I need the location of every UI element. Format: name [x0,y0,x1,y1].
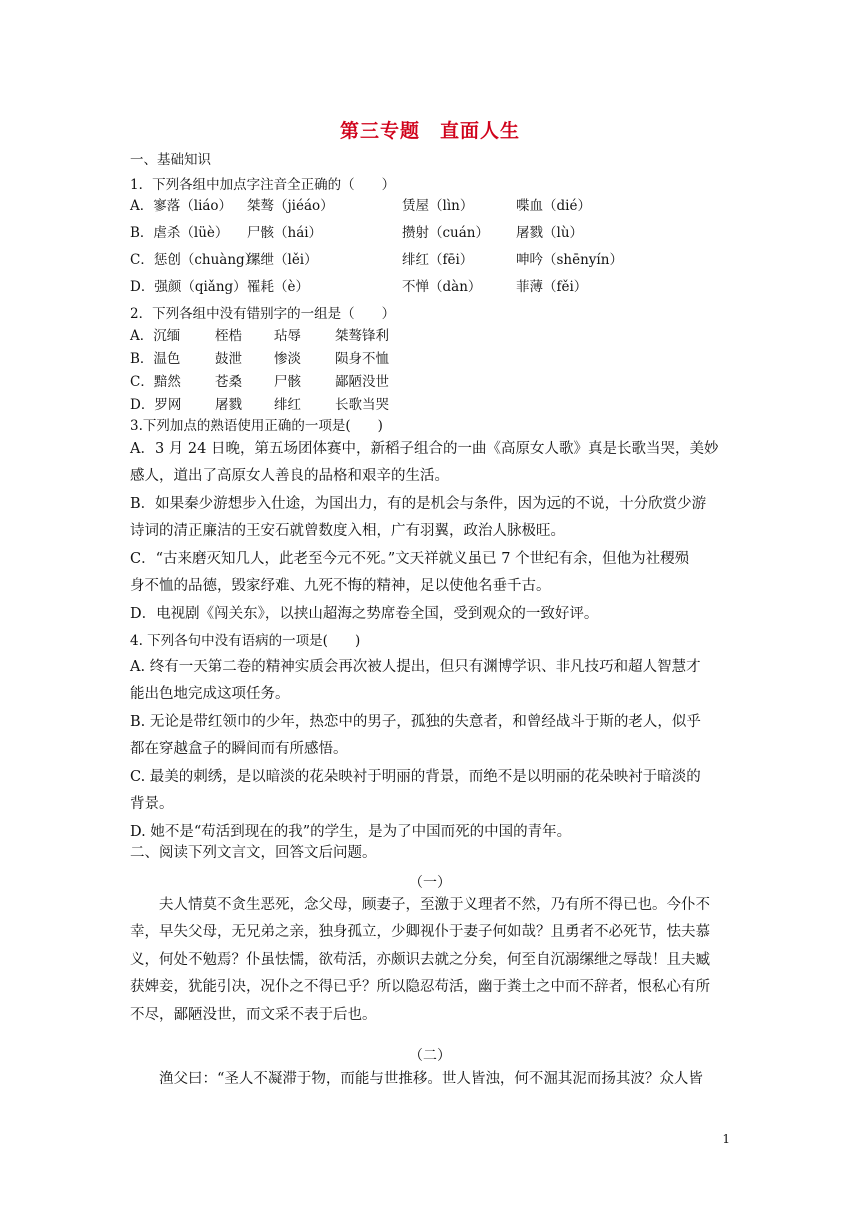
question-1-stem: 1．下列各组中加点字注音全正确的（ ） [130,177,396,193]
text-line: 不尽，鄙陋没世，而文采不表于后也。 [130,1007,377,1023]
text-line: C．“古来磨灭知几人，此老至今元不死。”文天祥就义虽已 7 个世纪有余，但他为社稷殒 [130,551,690,567]
text-line: A. 终有一天第二卷的精神实质会再次被人提出，但只有渊博学识、非凡技巧和超人智慧才 [130,659,701,675]
option-cell: A．寥落（liáo） [130,198,233,214]
text-line: 渔父曰：“圣人不凝滞于物，而能与世推移。世人皆浊，何不淈其泥而扬其波？众人皆 [130,1071,703,1087]
option-cell: 攒射（cuán） [402,225,489,241]
text-line: 幸，早失父母，无兄弟之亲，独身孤立，少卿视仆于妻子何如哉？且勇者不必死节，怯夫慕 [130,924,710,940]
option-cell: 鄙陋没世 [335,374,389,390]
text-line: 身不恤的品德，毁家纾难、九死不悔的精神，足以使他名垂千古。 [130,578,551,594]
option-cell: 喋血（dié） [516,198,591,214]
option-cell: 陨身不恤 [335,351,389,367]
text-line: 获婢妾，犹能引决，况仆之不得已乎？所以隐忍苟活，幽于粪土之中而不辞者，恨私心有所 [130,979,710,995]
option-cell: 菲薄（fěi） [516,279,588,295]
text-line: 背景。 [130,796,174,812]
option-cell: D．强颜（qiǎng） [130,279,247,295]
option-cell: 罹耗（è） [247,279,309,295]
question-3-stem: 3.下列加点的熟语使用正确的一项是( ) [130,418,383,434]
text-line: B．如果秦少游想步入仕途，为国出力，有的是机会与条件，因为远的不说，十分欣赏少游 [130,496,707,512]
option-cell: 长歌当哭 [335,397,389,413]
option-cell: 玷辱 [274,328,301,344]
page-number: 1 [722,1132,730,1146]
option-cell: C．黯然 [130,374,181,390]
page-title: 第三专题 直面人生 [339,120,520,142]
option-cell: 屠戮 [215,397,242,413]
option-cell: 惨淡 [274,351,301,367]
text-line: 夫人情莫不贪生恶死，念父母，顾妻子，至激于义理者不然，乃有所不得已也。今仆不 [130,897,710,913]
section-heading-classical-chinese: 二、阅读下列文言文，回答文后问题。 [130,845,377,861]
text-line: C. 最美的刺绣，是以暗淡的花朵映衬于明丽的背景，而绝不是以明丽的花朵映衬于暗淡的 [130,769,701,785]
option-cell: B．虐杀（lüè） [130,225,229,241]
option-cell: 苍桑 [215,374,242,390]
text-line: D. 她不是“苟活到现在的我”的学生，是为了中国而死的中国的青年。 [130,824,572,840]
option-cell: 不惮（dàn） [402,279,482,295]
text-line: 诗词的清正廉洁的王安石就曾数度入相，广有羽翼，政治人脉极旺。 [130,523,565,539]
option-cell: 鼓泄 [215,351,242,367]
option-cell: B．温色 [130,351,181,367]
text-line: A．3 月 24 日晚，第五场团体赛中，新稻子组合的一曲《高原女人歌》真是长歌当哭，美妙 [130,441,719,457]
option-cell: 赁屋（lìn） [402,198,474,214]
option-cell: D．罗网 [130,397,182,413]
text-line: 义，何处不勉焉？仆虽怯懦，欲苟活，亦颇识去就之分矣，何至自沉溺缧绁之辱哉！且夫臧 [130,952,710,968]
question-4-stem: 4. 下列各句中没有语病的一项是( ) [130,633,361,649]
section-heading-basics: 一、基础知识 [130,152,211,168]
option-cell: 屠戮（lù） [516,225,584,241]
passage-2-heading: （二） [409,1048,451,1064]
text-line: B. 无论是带红领巾的少年，热恋中的男子，孤独的失意者，和曾经战斗于斯的老人，似乎 [130,714,701,730]
text-line: 都在穿越盒子的瞬间而有所感悟。 [130,741,348,757]
option-cell: A．沉缅 [130,328,181,344]
text-line: D．电视剧《闯关东》，以挟山超海之势席卷全国，受到观众的一致好评。 [130,606,599,622]
option-cell: 尸骸（hái） [247,225,323,241]
option-cell: 缧绁（lěi） [247,252,318,268]
text-line: 能出色地完成这项任务。 [130,686,290,702]
option-cell: 桀骜（jiéáo） [247,198,334,214]
option-cell: 绯红 [274,397,301,413]
option-cell: 呻吟（shēnyín） [516,252,623,268]
passage-1-heading: （一） [409,875,451,891]
option-cell: 桀骜锋利 [335,328,389,344]
option-cell: 桎梏 [215,328,242,344]
option-cell: 绯红（fēi） [402,252,474,268]
text-line: 感人，道出了高原女人善良的品格和艰辛的生活。 [130,468,449,484]
option-cell: 尸骸 [274,374,301,390]
question-2-stem: 2．下列各组中没有错别字的一组是（ ） [130,306,396,322]
option-cell: C．惩创（chuàng） [130,252,259,268]
